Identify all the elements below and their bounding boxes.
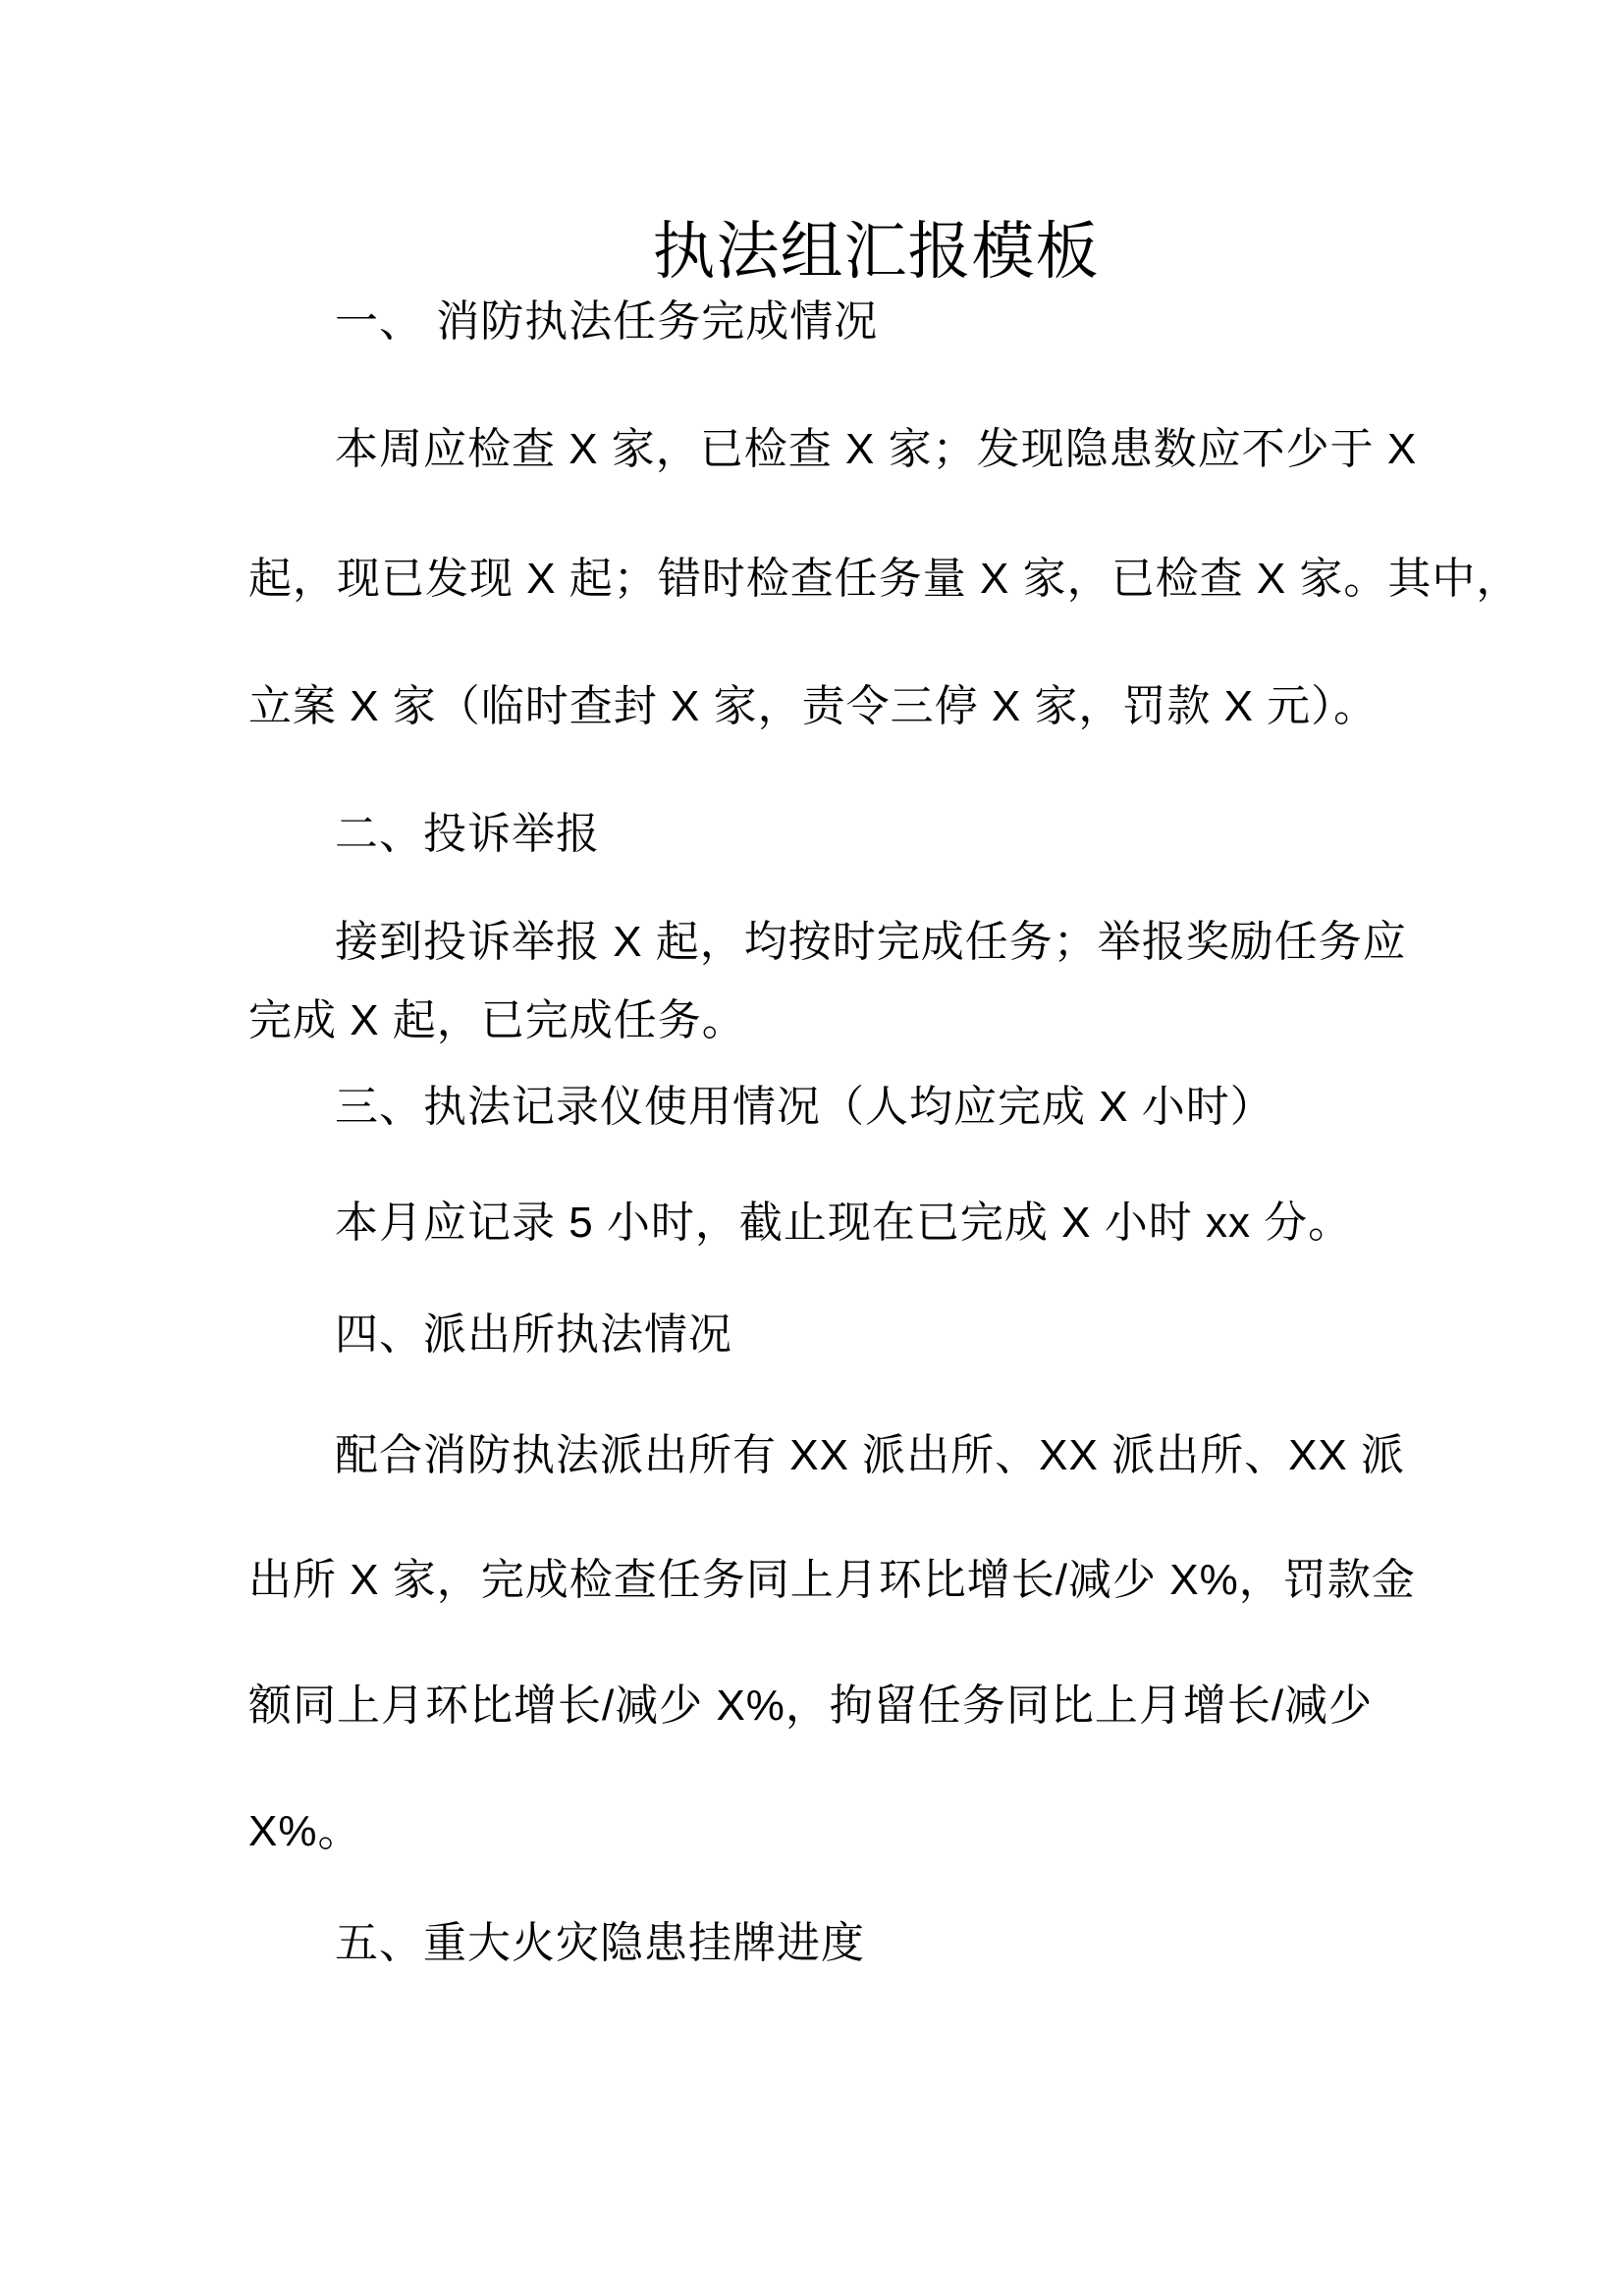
section-heading: 五、重大火灾隐患挂牌进度 bbox=[335, 1919, 865, 1967]
text-line: 起，现已发现 X 起；错时检查任务量 X 家，已检查 X 家。其中， bbox=[248, 555, 1521, 603]
text-line: 立案 X 家（临时查封 X 家，责令三停 X 家，罚款 X 元）。 bbox=[248, 682, 1379, 730]
section-heading: 四、派出所执法情况 bbox=[335, 1310, 732, 1359]
text-line: 额同上月环比增长/减少 X%，拘留任务同比上月增长/减少 bbox=[248, 1682, 1374, 1730]
section-heading: 三、执法记录仪使用情况（人均应完成 X 小时） bbox=[335, 1083, 1274, 1131]
text-line: 本周应检查 X 家，已检查 X 家；发现隐患数应不少于 X bbox=[335, 425, 1418, 473]
text-line: 本月应记录 5 小时，截止现在已完成 X 小时 xx 分。 bbox=[335, 1199, 1353, 1247]
text-line: 配合消防执法派出所有 XX 派出所、XX 派出所、XX 派 bbox=[335, 1431, 1405, 1479]
text-line: 接到投诉举报 X 起，均按时完成任务；举报奖励任务应 bbox=[335, 918, 1407, 966]
text-line: 出所 X 家，完成检查任务同上月环比增长/减少 X%，罚款金 bbox=[248, 1556, 1416, 1604]
document-title: 执法组汇报模板 bbox=[652, 216, 1100, 287]
text-line: 完成 X 起，已完成任务。 bbox=[248, 996, 746, 1044]
text-line: X%。 bbox=[248, 1807, 362, 1855]
section-heading: 一、 消防执法任务完成情况 bbox=[335, 297, 879, 346]
section-heading: 二、投诉举报 bbox=[335, 810, 600, 858]
